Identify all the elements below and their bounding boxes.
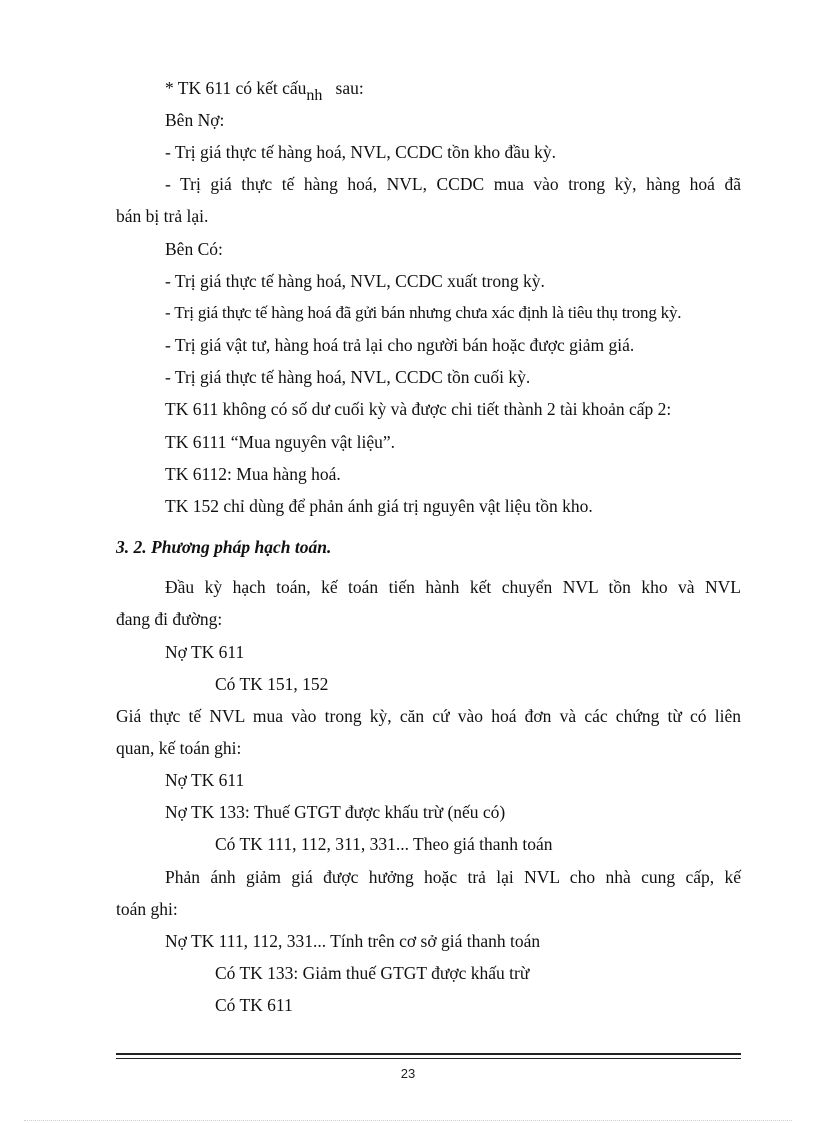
debit-side-heading: Bên Nợ:: [165, 110, 225, 130]
opening-entry-paragraph: Đầu kỳ hạch toán, kế toán tiến hành kết chuyển NVL tồn kho và NVL: [165, 577, 741, 597]
tk611-balance-note: TK 611 không có số dư cuối kỳ và được chi tiết thành 2 tài khoản cấp 2:: [165, 399, 672, 419]
purchase-paragraph: Giá thực tế NVL mua vào trong kỳ, căn cứ vào hoá đơn và các chứng từ có liên: [116, 706, 741, 726]
discount-paragraph-continued: toán ghi:: [116, 899, 178, 919]
credit-item-1: - Trị giá thực tế hàng hoá, NVL, CCDC xuất trong kỳ.: [165, 271, 545, 291]
purchase-paragraph-continued: quan, kế toán ghi:: [116, 738, 242, 758]
credit-item-3: - Trị giá vật tư, hàng hoá trả lại cho người bán hoặc được giảm giá.: [165, 335, 635, 355]
debit-item-1: - Trị giá thực tế hàng hoá, NVL, CCDC tồn kho đầu kỳ.: [165, 142, 557, 162]
entry-credit-tk133: Có TK 133: Giảm thuế GTGT được khấu trừ: [215, 963, 530, 983]
credit-side-heading: Bên Có:: [165, 239, 223, 259]
tk6112-line: TK 6112: Mua hàng hoá.: [165, 464, 341, 484]
page-number: 23: [400, 1066, 416, 1081]
entry-credit-tk151-152: Có TK 151, 152: [215, 674, 329, 694]
discount-paragraph: Phản ánh giảm giá được hưởng hoặc trả lại NVL cho nhà cung cấp, kế: [165, 867, 741, 887]
entry-debit-tk133: Nợ TK 133: Thuế GTGT được khấu trừ (nếu có): [165, 802, 506, 822]
entry-debit-tk611-b: Nợ TK 611: [165, 770, 245, 790]
section-heading: 3. 2. Phương pháp hạch toán.: [116, 537, 332, 557]
entry-debit-tk111-112-331: Nợ TK 111, 112, 331... Tính trên cơ sở giá thanh toán: [165, 931, 541, 951]
credit-item-4: - Trị giá thực tế hàng hoá, NVL, CCDC tồn cuối kỳ.: [165, 367, 531, 387]
tk611-intro-text: * TK 611 có kết cấu: [165, 78, 307, 98]
tk152-note: TK 152 chỉ dùng để phản ánh giá trị nguyên vật liệu tồn kho.: [165, 496, 593, 516]
entry-credit-tk611: Có TK 611: [215, 995, 293, 1015]
tk611-intro-tail: sau:: [335, 78, 364, 98]
tk611-intro-space: [322, 78, 335, 98]
footer-rule-thin: [116, 1058, 741, 1059]
page-edge-divider: [24, 1120, 792, 1121]
debit-item-2: - Trị giá thực tế hàng hoá, NVL, CCDC mua vào trong kỳ, hàng hoá đã: [165, 174, 741, 194]
footer-rule-thick: [116, 1053, 741, 1055]
entry-credit-payment-accounts: Có TK 111, 112, 311, 331... Theo giá thanh toán: [215, 834, 553, 854]
credit-item-2: - Trị giá thực tế hàng hoá đã gửi bán nhưng chưa xác định là tiêu thụ trong kỳ.: [165, 303, 682, 322]
opening-entry-continued: đang đi đường:: [116, 609, 223, 629]
tk611-intro-subscript: nh: [306, 87, 323, 104]
tk6111-line: TK 6111 “Mua nguyên vật liệu”.: [165, 432, 396, 452]
entry-debit-tk611-a: Nợ TK 611: [165, 642, 245, 662]
debit-item-2-continued: bán bị trả lại.: [116, 206, 209, 226]
tk611-structure-intro: [165, 77, 364, 104]
